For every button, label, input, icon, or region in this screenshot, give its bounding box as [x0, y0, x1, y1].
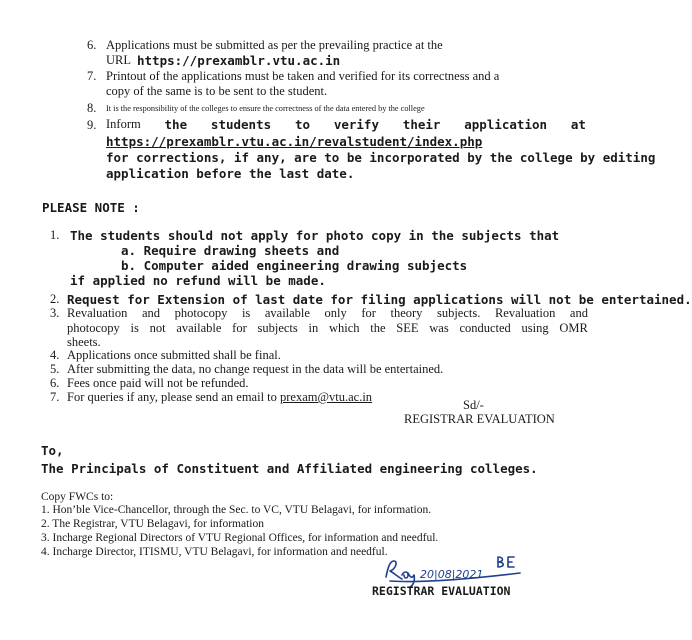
word: application: [464, 117, 548, 132]
instruction-6-number: 6.: [87, 38, 97, 52]
instruction-7-number: 7.: [87, 69, 97, 83]
instruction-9-url-link[interactable]: https://prexamblr.vtu.ac.in/revalstudent/index.php: [106, 134, 483, 149]
note-1a-text: a. Require drawing sheets and: [121, 243, 340, 258]
word: for: [361, 306, 376, 320]
word: available: [264, 306, 310, 320]
to-label: To,: [41, 443, 64, 458]
sd-mark: Sd/-: [463, 398, 484, 412]
instruction-7-line1: Printout of the applications must be taken and verified for its correctness and a: [106, 69, 500, 83]
note-7-number: 7.: [50, 390, 60, 404]
instruction-8-text: It is the responsibility of the colleges to ensure the correctness of the data entered by the college: [106, 104, 425, 113]
copy-item-4: 4. Incharge Director, ITISMU, VTU Belagavi, for information and needful.: [41, 546, 388, 558]
instruction-9-line1: [106, 117, 586, 132]
instruction-9-number: 9.: [87, 118, 97, 132]
addressee-principals: The Principals of Constituent and Affiliated engineering colleges.: [41, 461, 538, 476]
instruction-9-line4: application before the last date.: [106, 166, 355, 181]
note-7-prefix: For queries if any, please send an email to: [67, 390, 281, 404]
note-5-text: After submitting the data, no change request in the data will be entertained.: [67, 362, 444, 376]
note-1-number: 1.: [50, 228, 60, 242]
word: subjects: [257, 321, 298, 335]
note-4-number: 4.: [50, 348, 60, 362]
word: conducted: [459, 321, 511, 335]
query-email-link[interactable]: prexam@vtu.ac.in: [280, 390, 373, 404]
word: OMR: [559, 321, 588, 335]
note-1-tail: if applied no refund will be made.: [70, 273, 326, 288]
word: the: [370, 321, 386, 335]
word: photocopy: [174, 306, 228, 320]
note-7-text: [67, 390, 372, 405]
note-3-line3: sheets.: [67, 335, 101, 349]
note-2-text: Request for Extension of last date for filing applications will not be entertained.: [67, 292, 692, 307]
word: for: [232, 321, 247, 335]
word: and: [141, 306, 161, 320]
note-1b-text: b. Computer aided engineering drawing subjects: [121, 258, 468, 273]
word: Revaluation: [494, 306, 556, 320]
copy-item-2: 2. The Registrar, VTU Belagavi, for information: [41, 518, 264, 530]
word: available: [176, 321, 222, 335]
note-3-line1: [67, 306, 588, 321]
instruction-6-text: Applications must be submitted as per the prevailing practice at the: [106, 38, 443, 52]
word: only: [324, 306, 347, 320]
instruction-6-url-link[interactable]: https://prexamblr.vtu.ac.in: [137, 53, 341, 68]
please-note-heading: PLEASE NOTE :: [42, 200, 140, 215]
copy-heading: Copy FWCs to:: [41, 491, 114, 503]
word: Revaluation: [67, 306, 128, 320]
note-6-text: Fees once paid will not be refunded.: [67, 376, 249, 390]
note-5-number: 5.: [50, 362, 60, 376]
note-3-line2: [67, 321, 588, 336]
word: was: [429, 321, 449, 335]
word: which: [328, 321, 360, 335]
word: Inform: [106, 117, 141, 131]
copy-item-1: 1. Hon’ble Vice-Chancellor, through the Sec. to VC, VTU Belagavi, for information.: [41, 504, 432, 516]
note-1-text: The students should not apply for photo copy in the subjects that: [70, 228, 560, 243]
signature-date: 20|08|2021: [420, 568, 484, 581]
note-3-number: 3.: [50, 306, 60, 320]
word: subjects.: [436, 306, 481, 320]
word: is: [241, 306, 251, 320]
word: their: [402, 117, 441, 132]
instruction-7-line2: copy of the same is to be sent to the student.: [106, 84, 328, 98]
instruction-9-line3: for corrections, if any, are to be incorporated by the college by editing: [106, 150, 656, 165]
word: to: [294, 117, 311, 132]
signature-mark-be: [498, 557, 514, 567]
word: the: [164, 117, 188, 132]
word: using: [521, 321, 549, 335]
word: SEE: [396, 321, 419, 335]
copy-item-3: 3. Incharge Regional Directors of VTU Regional Offices, for information and needful.: [41, 532, 439, 544]
word: not: [149, 321, 166, 335]
instruction-6-url-prefix: URL: [106, 53, 131, 67]
registrar-title-upper: REGISTRAR EVALUATION: [404, 412, 555, 426]
note-6-number: 6.: [50, 376, 60, 390]
word: in: [308, 321, 319, 335]
registrar-evaluation-title: REGISTRAR EVALUATION: [372, 584, 511, 598]
word: students: [210, 117, 272, 132]
word: at: [570, 117, 586, 132]
note-2-number: 2.: [50, 292, 60, 306]
signature-stroke: [386, 561, 402, 579]
instruction-8-number: 8.: [87, 101, 97, 115]
note-4-text: Applications once submitted shall be final.: [67, 348, 281, 362]
word: photocopy: [67, 321, 120, 335]
word: and: [569, 306, 588, 320]
word: is: [130, 321, 139, 335]
word: verify: [333, 117, 379, 132]
word: theory: [390, 306, 423, 320]
